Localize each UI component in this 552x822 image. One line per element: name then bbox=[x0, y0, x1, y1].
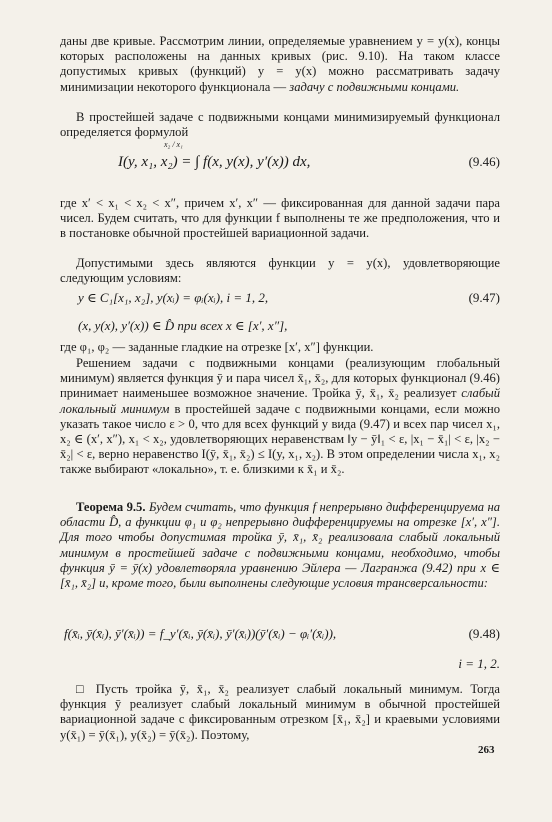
formula-9-48-body: f(x̄ᵢ, ȳ(x̄ᵢ), ȳ′(x̄ᵢ)) = f_y′(x̄ᵢ, ȳ(x̄ᵢ), ȳ′(x̄ᵢ))(ȳ′(x̄ᵢ) − φᵢ′(x̄ᵢ)), bbox=[64, 626, 337, 641]
formula-9-46-limits: x₂ / x₁ bbox=[164, 140, 183, 149]
paragraph-6-italic: слабый локальный минимум bbox=[60, 386, 500, 416]
formula-9-48-index-text: i = 1, 2. bbox=[458, 656, 500, 671]
paragraph-2: В простейшей задаче с подвижными концами минимизируемый функционал определяется формулой bbox=[60, 110, 500, 140]
page-number: 263 bbox=[478, 744, 495, 756]
paragraph-1-italic: задачу с подвижными концами. bbox=[289, 79, 460, 94]
formula-9-47-a bbox=[60, 290, 500, 310]
paragraph-1 bbox=[60, 34, 500, 95]
formula-9-48 bbox=[60, 626, 500, 646]
paragraph-4: Допустимыми здесь являются функции y = y(x), удовлетворяющие следующим условиям: bbox=[60, 256, 500, 286]
formula-9-48-number: (9.48) bbox=[468, 626, 500, 641]
formula-9-47-b bbox=[60, 318, 500, 338]
paragraph-7: □ Пусть тройка ȳ, x̄₁, x̄₂ реализует слабый локальный минимум. Тогда функция ȳ реализует слабый локальный минимум в обычной простейшей вариационной задаче с фиксированным отрезком [x̄₁, x̄₂] и краевыми условиями y(x̄₁) = ȳ(x̄₁), y(x̄₂) = ȳ(x̄₂). Поэтому, bbox=[60, 682, 500, 742]
theorem-9-5 bbox=[60, 500, 500, 591]
paragraph-6: Решением задачи с подвижными концами (реализующим глобальный минимум) является функция ȳ и пара чисел x̄₁, x̄₂, для которых функционал (9.46) принимает наименьшее возможное значение. Тройка ȳ, x̄₁, x̄₂ реализует слабый локальный минимум в простейшей задаче с подвижными концами, если можно указать такое число ε > 0, что для всех функций y вида (9.47) и всех пар чисел x₁, x₂ ∈ (x′, x″), x₁ < x₂, удовлетворяющих неравенствам ‖y − ȳ‖₁ < ε, |x₁ − x̄₁| < ε, |x₂ − x̄₂| < ε, верно неравенство I(ȳ, x̄₁, x̄₂) ≤ I(y, x₁, x₂). В этом определении числа x₁, x₂ также выбирают «локально», т. е. близкими к x̄₁ и x̄₂. bbox=[60, 356, 500, 477]
formula-9-46-body: I(y, x₁, x₂) = ∫ f(x, y(x), y′(x)) dx, bbox=[118, 154, 311, 170]
formula-9-48-index bbox=[60, 656, 500, 676]
theorem-text: Будем считать, что функция f непрерывно дифференцируема на области D̂, а функции φ₁ и φ₂ непрерывно дифференцируемы на отрезке [x′, x″]. Для того чтобы допустимая тройка ȳ, x̄₁, x̄₂ реализовала слабый локальный минимум в простейшей задаче с подвижными концами, необходимо, чтобы функция ȳ = ȳ(x) удовлетворяла уравнению Эйлера — Лагранжа (9.42) при x ∈ [x̄₁, x̄₂] и, кроме того, были выполнены следующие условия трансверсальности: bbox=[60, 500, 500, 591]
paragraph-1-text: даны две кривые. Рассмотрим линии, определяемые уравнением y = y(x), концы которых расположены на данных кривых (рис. 9.10). На таком классе допустимых кривых (функций) y = y(x) можно рассматривать задачу минимизации некоторого функционала — bbox=[60, 34, 500, 94]
formula-9-46-number: (9.46) bbox=[468, 154, 500, 169]
formula-9-47-b-body: (x, y(x), y′(x)) ∈ D̂ при всех x ∈ [x′, x″], bbox=[78, 318, 288, 333]
paragraph-3: где x′ < x₁ < x₂ < x″, причем x′, x″ — фиксированная для данной задачи пара чисел. Будем считать, что для функции f выполнены те же предположения, что и в постановке обычной простейшей вариационной задачи. bbox=[60, 196, 500, 241]
formula-9-47-number: (9.47) bbox=[468, 290, 500, 305]
theorem-label: Теорема 9.5. bbox=[76, 500, 146, 514]
formula-9-47-a-body: y ∈ C₁[x₁, x₂], y(xᵢ) = φᵢ(xᵢ), i = 1, 2, bbox=[78, 290, 269, 305]
paragraph-5: где φ₁, φ₂ — заданные гладкие на отрезке [x′, x″] функции. bbox=[60, 340, 374, 354]
formula-9-46 bbox=[60, 140, 500, 190]
